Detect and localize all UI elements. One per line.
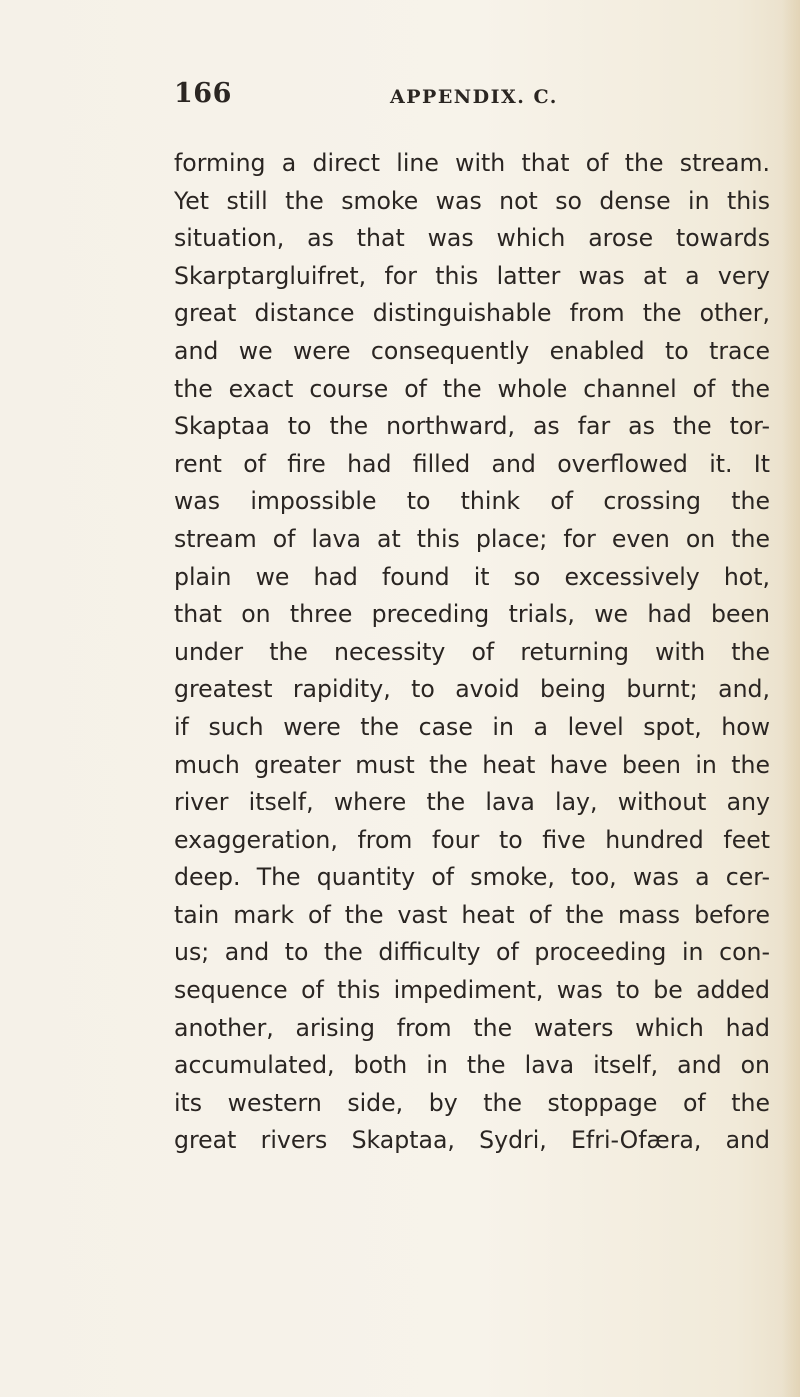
- page-edge-shading: [782, 0, 800, 1397]
- text-line: great rivers Skaptaa, Sydri, Efri-Ofæra, and: [174, 1126, 770, 1155]
- text-line: sequence of this impediment, was to be added: [174, 976, 770, 1005]
- text-line: its western side, by the stoppage of the: [174, 1088, 770, 1117]
- page-header: [174, 78, 774, 118]
- text-line: another, arising from the waters which had: [174, 1013, 770, 1042]
- text-line: Skaptaa to the northward, as far as the tor-: [174, 412, 770, 441]
- text-line: river itself, where the lava lay, without any: [174, 788, 770, 817]
- text-line: and we were consequently enabled to trace: [174, 336, 770, 365]
- text-line: tain mark of the vast heat of the mass before: [174, 900, 770, 929]
- running-head: APPENDIX. C.: [390, 86, 558, 108]
- text-line: Skarptargluifret, for this latter was at a very: [174, 261, 770, 290]
- text-line: if such were the case in a level spot, how: [174, 712, 770, 741]
- text-line: plain we had found it so excessively hot,: [174, 562, 770, 591]
- text-line: accumulated, both in the lava itself, and on: [174, 1051, 770, 1080]
- page-number: 166: [174, 78, 232, 109]
- text-line: exaggeration, from four to five hundred feet: [174, 825, 770, 854]
- text-line: stream of lava at this place; for even on the: [174, 524, 770, 553]
- text-line: forming a direct line with that of the stream.: [174, 149, 770, 177]
- text-line: greatest rapidity, to avoid being burnt; and,: [174, 675, 770, 704]
- text-line: the exact course of the whole channel of the: [174, 374, 770, 403]
- text-line: deep. The quantity of smoke, too, was a cer-: [174, 863, 770, 892]
- body-text: [174, 145, 770, 1160]
- text-line: was impossible to think of crossing the: [174, 487, 770, 516]
- text-line: under the necessity of returning with the: [174, 637, 770, 666]
- text-line: Yet still the smoke was not so dense in this: [174, 186, 770, 215]
- text-line: situation, as that was which arose towards: [174, 224, 770, 253]
- text-line: that on three preceding trials, we had been: [174, 600, 770, 629]
- text-line: great distance distinguishable from the other,: [174, 299, 770, 328]
- text-line: much greater must the heat have been in the: [174, 750, 770, 779]
- text-line: rent of fire had filled and overflowed it. It: [174, 449, 770, 478]
- text-line: us; and to the difficulty of proceeding in con-: [174, 938, 770, 967]
